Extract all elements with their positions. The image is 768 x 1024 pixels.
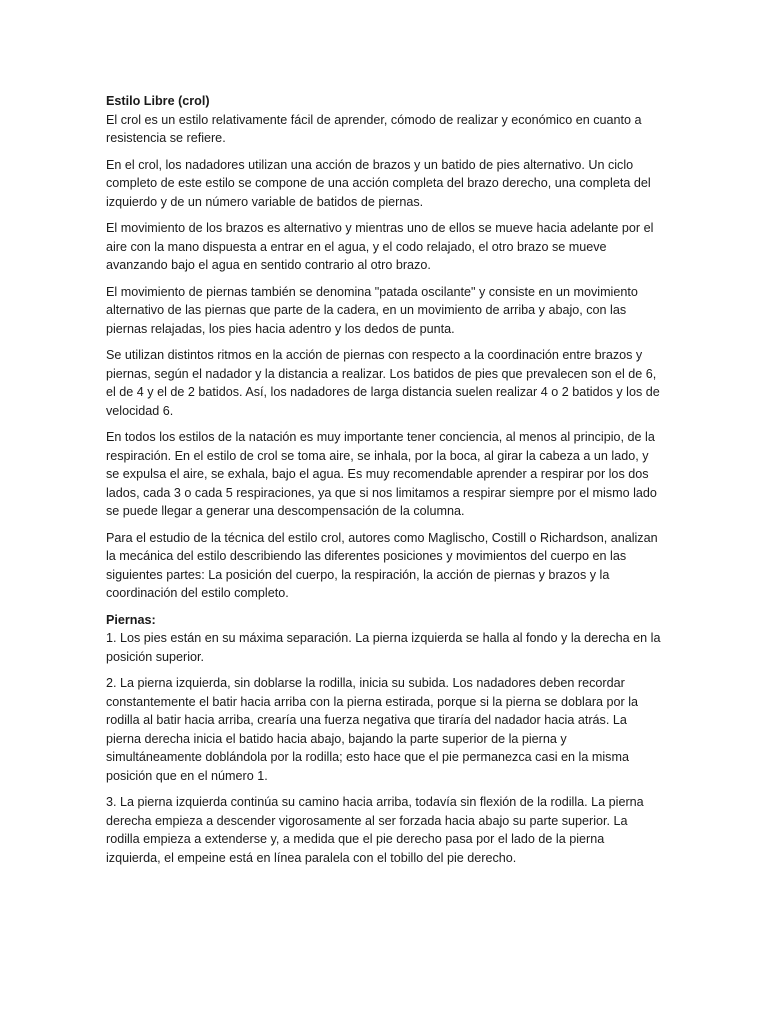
paragraph: El movimiento de piernas también se denomina "patada oscilante" y consiste en un movimiento alternativo de las piernas que parte de la cadera, en un movimiento de arriba y abajo, con las piernas relajadas, los pies hacia adentro y los dedos de punta. (106, 284, 638, 336)
paragraph: En todos los estilos de la natación es muy importante tener conciencia, al menos al principio, de la respiración. En el estilo de crol se toma aire, se inhala, por la boca, al girar la cabeza a un lado, y se expulsa el aire, se exhala, bajo el agua. Es muy recomendable aprender a respirar por los dos lados, cada 3 o cada 5 respiraciones, ya que si nos limitamos a respirar siempre por el mismo lado se puede llegar a generar una descompensación de la columna. (106, 430, 657, 518)
document-page (106, 92, 662, 875)
section-intro (106, 92, 662, 148)
document-title: Estilo Libre (crol) (106, 94, 210, 108)
paragraph: Para el estudio de la técnica del estilo crol, autores como Maglischo, Costill o Richardson, analizan la mecánica del estilo describiendo las diferentes posiciones y movimientos del cuerpo en las siguientes partes: La posición del cuerpo, la respiración, la acción de piernas y brazos y la coordinación del estilo completo. (106, 530, 658, 600)
legs-heading: Piernas: (106, 612, 156, 627)
legs-item: 2. La pierna izquierda, sin doblarse la rodilla, inicia su subida. Los nadadores deben recordar constantemente el batir hacia arriba con la pierna estirada, porque si la pierna se doblara por la rodilla al batir hacia arriba, crearía una fuerza negativa que tiraría del nadador hacia atrás. La pierna derecha inicia el batido hacia abajo, bajando la parte superior de la pierna y simultáneamente doblándola por la rodilla; esto hace que el pie permanezca casi en la misma posición que en el número 1. (106, 676, 639, 783)
paragraph: En el crol, los nadadores utilizan una acción de brazos y un batido de pies alternativo. Un ciclo completo de este estilo se compone de una acción completa del brazo derecho, una completa del izquierdo y de un número variable de batidos de piernas. (106, 157, 651, 209)
legs-item: 3. La pierna izquierda continúa su camino hacia arriba, todavía sin flexión de la rodilla. La pierna derecha empieza a descender vigorosamente al ser forzada hacia abajo su parte superior. La rodilla empieza a extenderse y, a medida que el pie derecho pasa por el lado de la pierna izquierda, el empeine está en línea paralela con el tobillo del pie derecho. (106, 795, 644, 865)
intro-paragraph: El crol es un estilo relativamente fácil de aprender, cómodo de realizar y económico en cuanto a resistencia se refiere. (106, 112, 642, 145)
legs-item: 1. Los pies están en su máxima separación. La pierna izquierda se halla al fondo y la derecha en la posición superior. (106, 631, 661, 664)
section-legs (106, 611, 662, 667)
paragraph: El movimiento de los brazos es alternativo y mientras uno de ellos se mueve hacia adelante por el aire con la mano dispuesta a entrar en el agua, y el codo relajado, el otro brazo se mueve avanzando bajo el agua en sentido contrario al otro brazo. (106, 221, 654, 272)
paragraph: Se utilizan distintos ritmos en la acción de piernas con respecto a la coordinación entre brazos y piernas, según el nadador y la distancia a realizar. Los batidos de pies que prevalecen son el de 6, el de 4 y el de 2 batidos. Así, los nadadores de larga distancia suelen realizar 4 o 2 batidos y los de velocidad 6. (106, 348, 660, 418)
